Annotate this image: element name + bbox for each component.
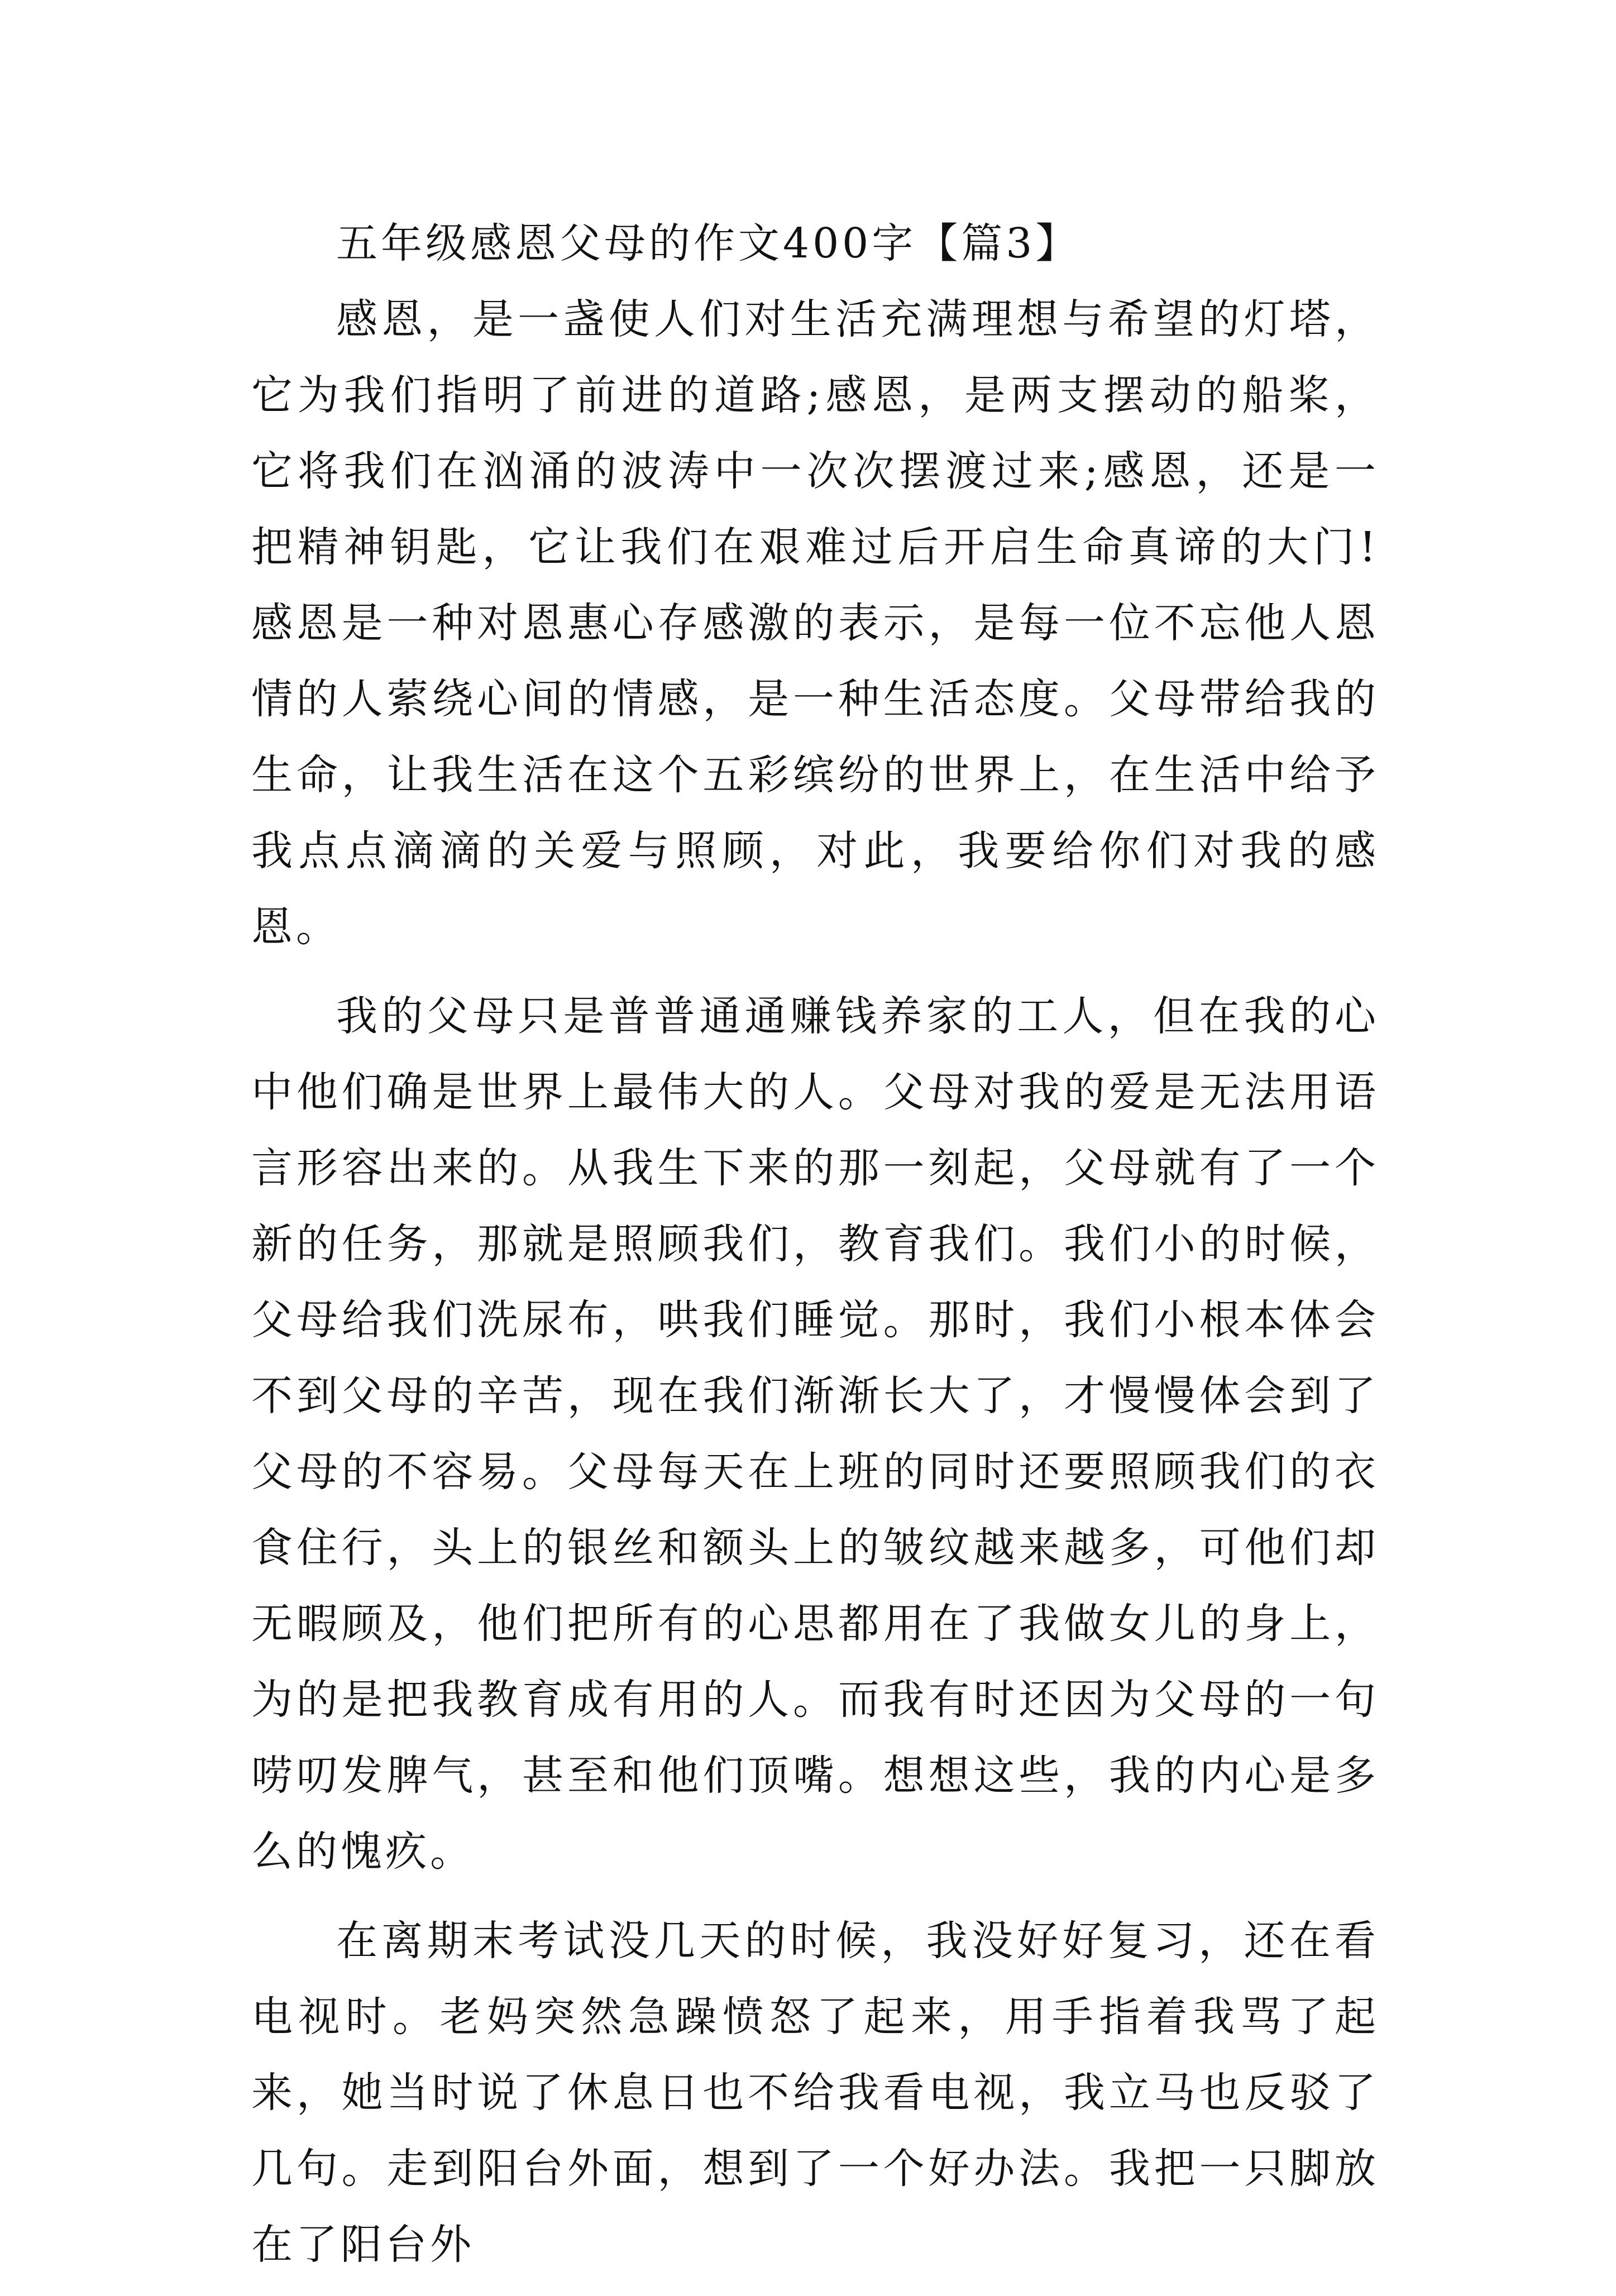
document-title: 五年级感恩父母的作文400字【篇3】: [336, 219, 1080, 267]
paragraph-2: 我的父母只是普普通通赚钱养家的工人，但在我的心中他们确是世界上最伟大的人。父母对我的爱是无法用语言形容出来的。从我生下来的那一刻起，父母就有了一个新的任务，那就是照顾我们，教育我们。我们小的时候，父母给我们洗尿布，哄我们睡觉。那时，我们小根本体会不到父母的辛苦，现在我们渐渐长大了，才慢慢体会到了父母的不容易。父母每天在上班的同时还要照顾我们的衣食住行，头上的银丝和额头上的皱纹越来越多，可他们却无暇顾及，他们把所有的心思都用在了我做女儿的身上，为的是把我教育成有用的人。而我有时还因为父母的一句唠叨发脾气，甚至和他们顶嘴。想想这些，我的内心是多么的愧疚。: [251, 992, 1379, 1876]
paragraph-1: 感恩，是一盏使人们对生活充满理想与希望的灯塔，它为我们指明了前进的道路;感恩，是两支摆动的船桨，它将我们在汹涌的波涛中一次次摆渡过来;感恩，还是一把精神钥匙，它让我们在艰难过后开启生命真谛的大门!感恩是一种对恩惠心存感激的表示，是每一位不忘他人恩情的人萦绕心间的情感，是一种生活态度。父母带给我的生命，让我生活在这个五彩缤纷的世界上，在生活中给予我点点滴滴的关爱与照顾，对此，我要给你们对我的感恩。: [251, 295, 1379, 951]
document-body: [251, 205, 1379, 2296]
paragraph-3: 在离期末考试没几天的时候，我没好好复习，还在看电视时。老妈突然急躁愤怒了起来，用手指着我骂了起来，她当时说了休息日也不给我看电视，我立马也反驳了几句。走到阳台外面，想到了一个好办法。我把一只脚放在了阳台外: [251, 1917, 1379, 2269]
